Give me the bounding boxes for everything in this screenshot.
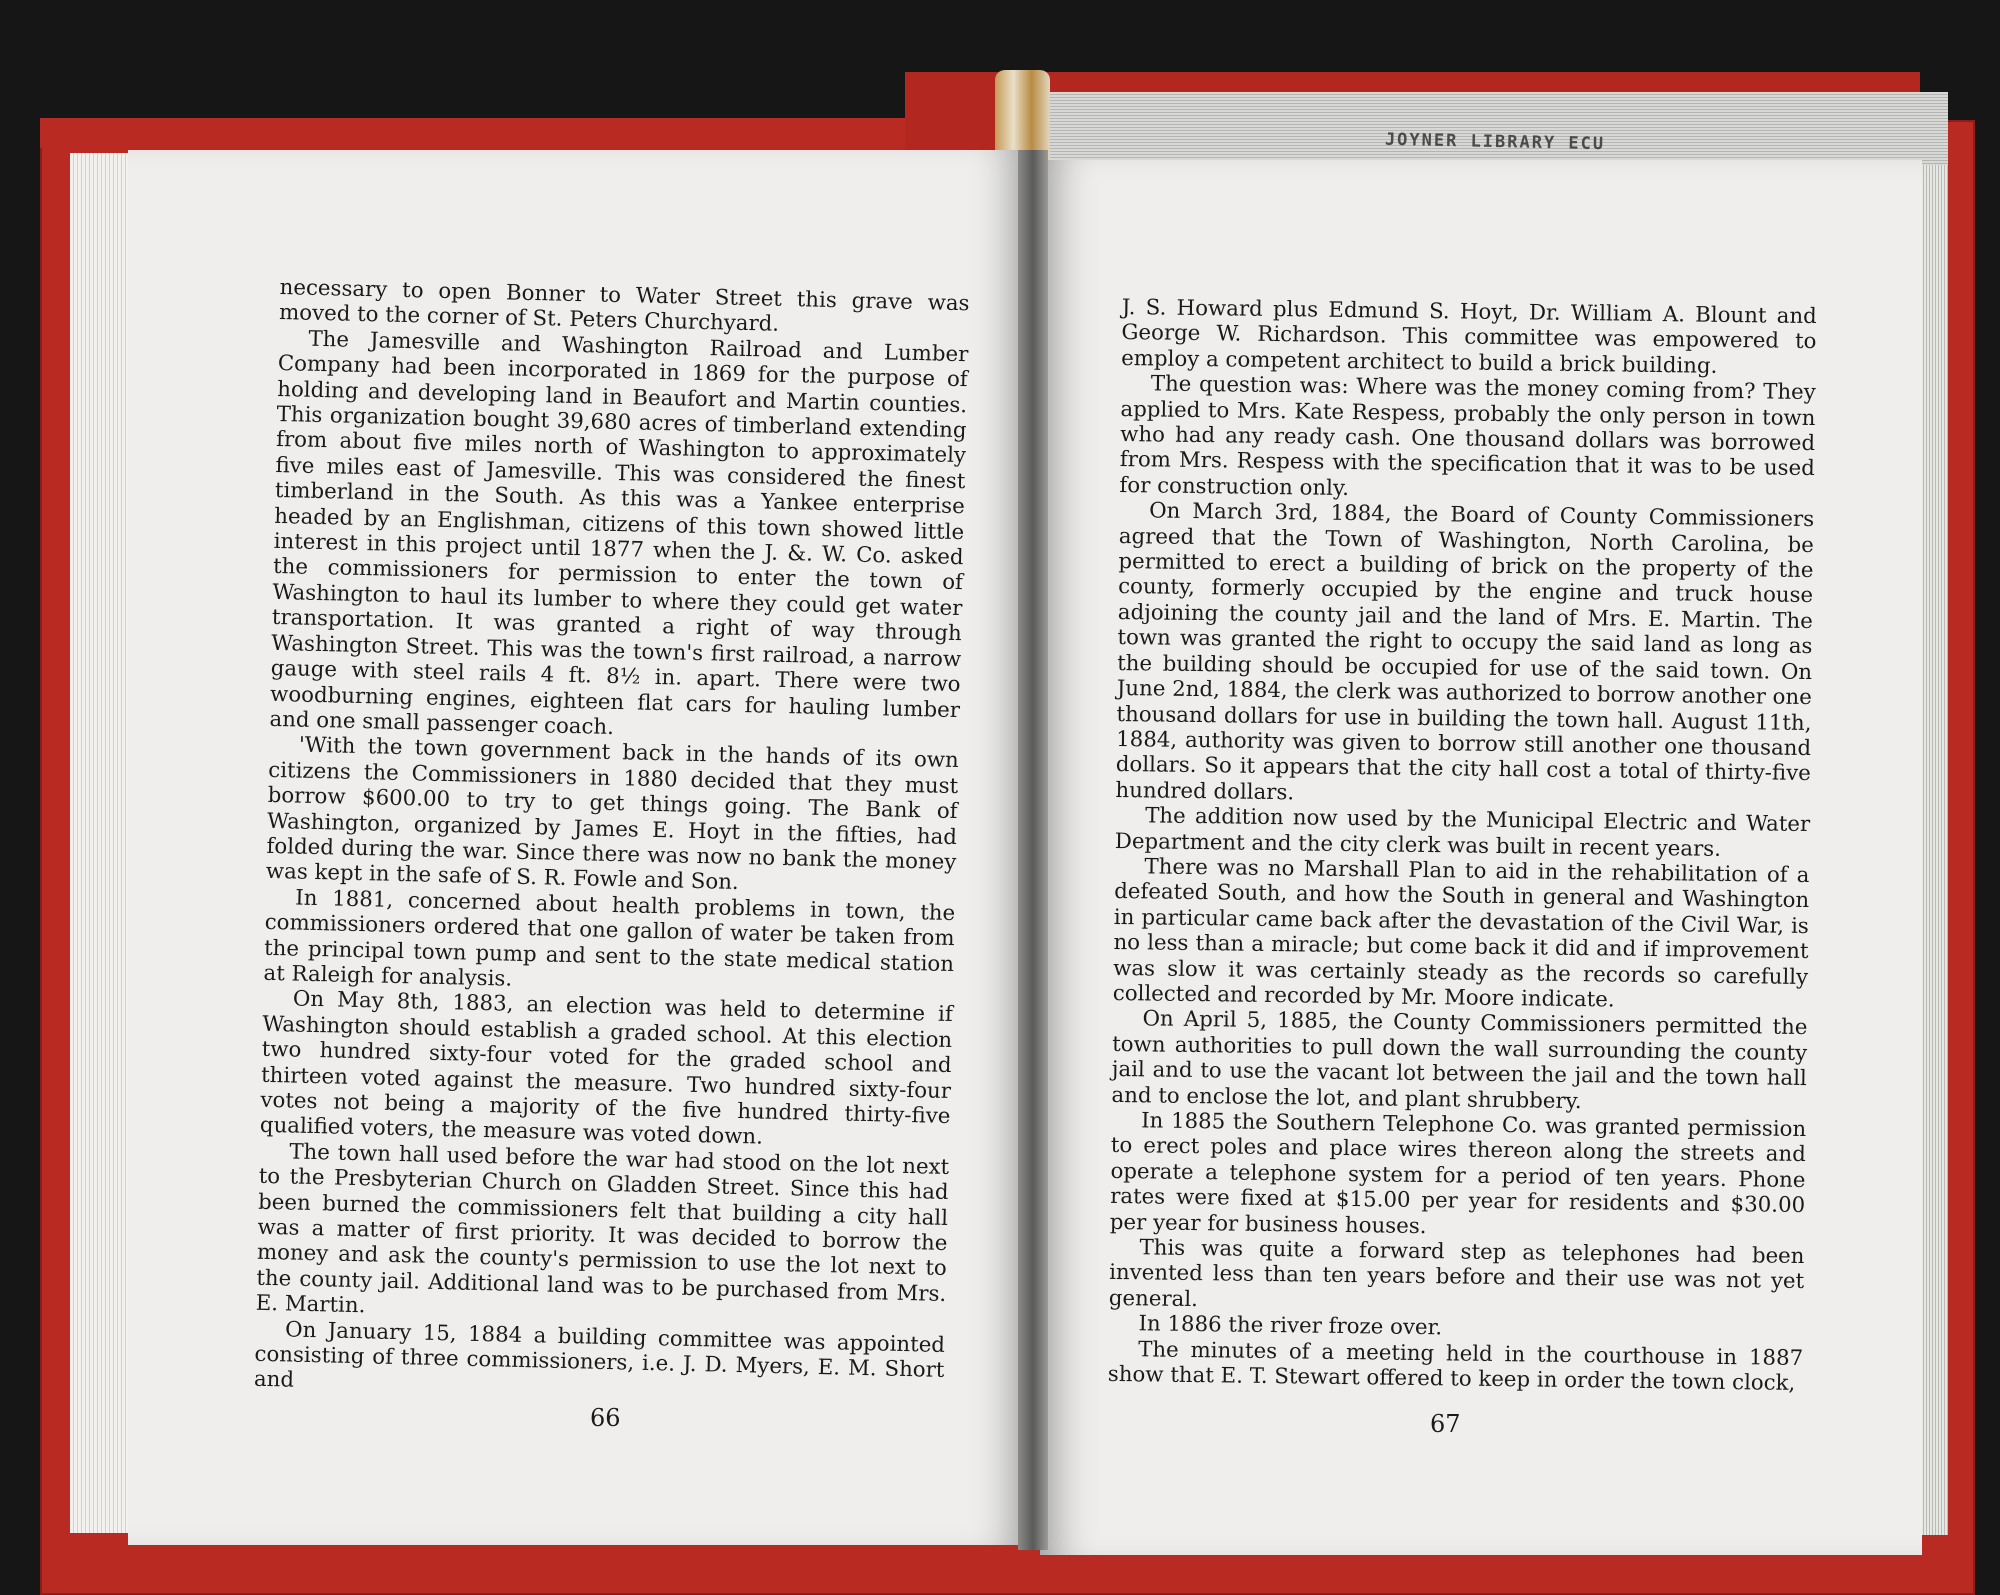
paragraph: On March 3rd, 1884, the Board of County Commissioners agreed that the Town of Washington, North Carolina, be permitted to erect a building of brick on the property of the county, formerly occupied by the engine and truck house adjoining the county jail and the land of Mrs. E. Martin. The town was granted the right to occupy the said land as long as the building should be occupied for use of the said town. On June 2nd, 1884, the clerk was authorized to borrow another one thousand dollars for use in building the town hall. August 11th, 1884, authority was given to borrow still another one thousand dollars. So it appears that the city hall cost a total of thirty-five hundred dollars. — [1115, 498, 1815, 806]
right-page-text — [1108, 295, 1817, 1396]
book-gutter — [1018, 150, 1048, 1550]
paragraph: The town hall used before the war had stood on the lot next to the Presbyterian Church on Gladden Street. Since this had been burned the commissioners felt that building a city hall was a matter of first priority. It was decided to borrow the money and ask the county's permission to use the lot next to the county jail. Additional land was to be purchased from Mrs. E. Martin. — [255, 1139, 950, 1319]
paragraph: On May 8th, 1883, an election was held to determine if Washington should establish a graded school. At this election two hundred sixty-four voted for the graded school and thirteen voted against the measure. Two hundred sixty-four votes not being a majority of the five hundred thirty-five qualified voters, the measure was voted down. — [259, 986, 954, 1151]
paragraph: The question was: Where was the money coming from? They applied to Mrs. Kate Respess, probably the only person in town who had any ready cash. One thousand dollars was borrowed from Mrs. Respess with the specification that it was to be used for construction only. — [1119, 371, 1816, 501]
paragraph: There was no Marshall Plan to aid in the rehabilitation of a defeated South, and how the South in general and Washington in particular came back after the devastation of the Civil War, is no less than a miracle; but come back it did and if improvement was slow it was certainly steady as the records so carefully collected and recorded by Mr. Moore indicate. — [1112, 854, 1810, 1013]
paragraph: In 1886 the river froze over. — [1138, 1311, 1443, 1341]
paragraph: In 1885 the Southern Telephone Co. was granted permission to erect poles and place wires thereon along the streets and operate a telephone system for a period of ten years. Phone rates were fixed at $15.00 per year for residents and $30.00 per year for business houses. — [1109, 1108, 1807, 1239]
paragraph: In 1881, concerned about health problems in town, the commissioners ordered that one gallon of water be taken from the principal town pump and sent to the state medical station at Raleigh for analysis. — [263, 885, 956, 992]
left-page-stack — [70, 153, 130, 1533]
paragraph: On April 5, 1885, the County Commissioners permitted the town authorities to pull down the wall surrounding the county jail and to use the vacant lot between the jail and the town hall and to enclose the lot, and plant shrubbery. — [1111, 1006, 1808, 1114]
paragraph: The Jamesville and Washington Railroad and Lumber Company had been incorporated in 1869 for the purpose of holding and developing land in Beaufort and Martin counties. This organization bought 39,680 acres of timberland extending from about five miles north of Washington to approximately five miles east of Jamesville. This was considered the finest timberland in the South. As this was a Yankee enterprise headed by an Englishman, citizens of this town showed little interest in this project until 1877 when the J. &. W. Co. asked the commissioners for permission to enter the town of Washington to haul its lumber to where they could get water transportation. It was granted a right of way through Washington Street. This was the town's first railroad, a narrow gauge with steel rails 4 ft. 8½ in. apart. There were two woodburning engines, eighteen flat cars for hauling lumber and one small passenger coach. — [269, 326, 969, 740]
right-page — [1040, 160, 1922, 1555]
page-number: 66 — [590, 1404, 621, 1432]
book-cover-edge — [40, 118, 940, 148]
paragraph: On January 15, 1884 a building committee was appointed consisting of three commissioners, i.e. J. D. Myers, E. M. Short and — [253, 1317, 946, 1394]
paragraph: necessary to open Bonner to Water Street this grave was moved to the corner of St. Peters Churchyard. — [278, 275, 970, 338]
left-page — [128, 150, 1028, 1545]
paragraph: J. S. Howard plus Edmund S. Hoyt, Dr. William A. Blount and George W. Richardson. This committee was empowered to employ a competent architect to build a brick building. — [1121, 295, 1817, 379]
paragraph: This was quite a forward step as telephones had been invented less than ten years before and their use was not yet general. — [1108, 1235, 1805, 1312]
paragraph: The addition now used by the Municipal Electric and Water Department and the city clerk was built in recent years. — [1114, 803, 1811, 862]
left-page-text — [254, 275, 970, 1409]
library-stamp: JOYNER LIBRARY ECU — [1384, 129, 1606, 155]
page-number: 67 — [1430, 1410, 1461, 1438]
paragraph: The minutes of a meeting held in the courthouse in 1887 show that E. T. Stewart offered to keep in order the town clock, — [1107, 1336, 1804, 1396]
paragraph: 'With the town government back in the hands of its own citizens the Commissioners in 1880 decided that they must borrow $600.00 to try to get things going. The Bank of Washington, organized by James E. Hoyt in the fifties, had folded during the war. Since there was now no bank the money was kept in the safe of S. R. Fowle and Son. — [265, 732, 960, 896]
right-page-stack — [1918, 165, 1948, 1535]
